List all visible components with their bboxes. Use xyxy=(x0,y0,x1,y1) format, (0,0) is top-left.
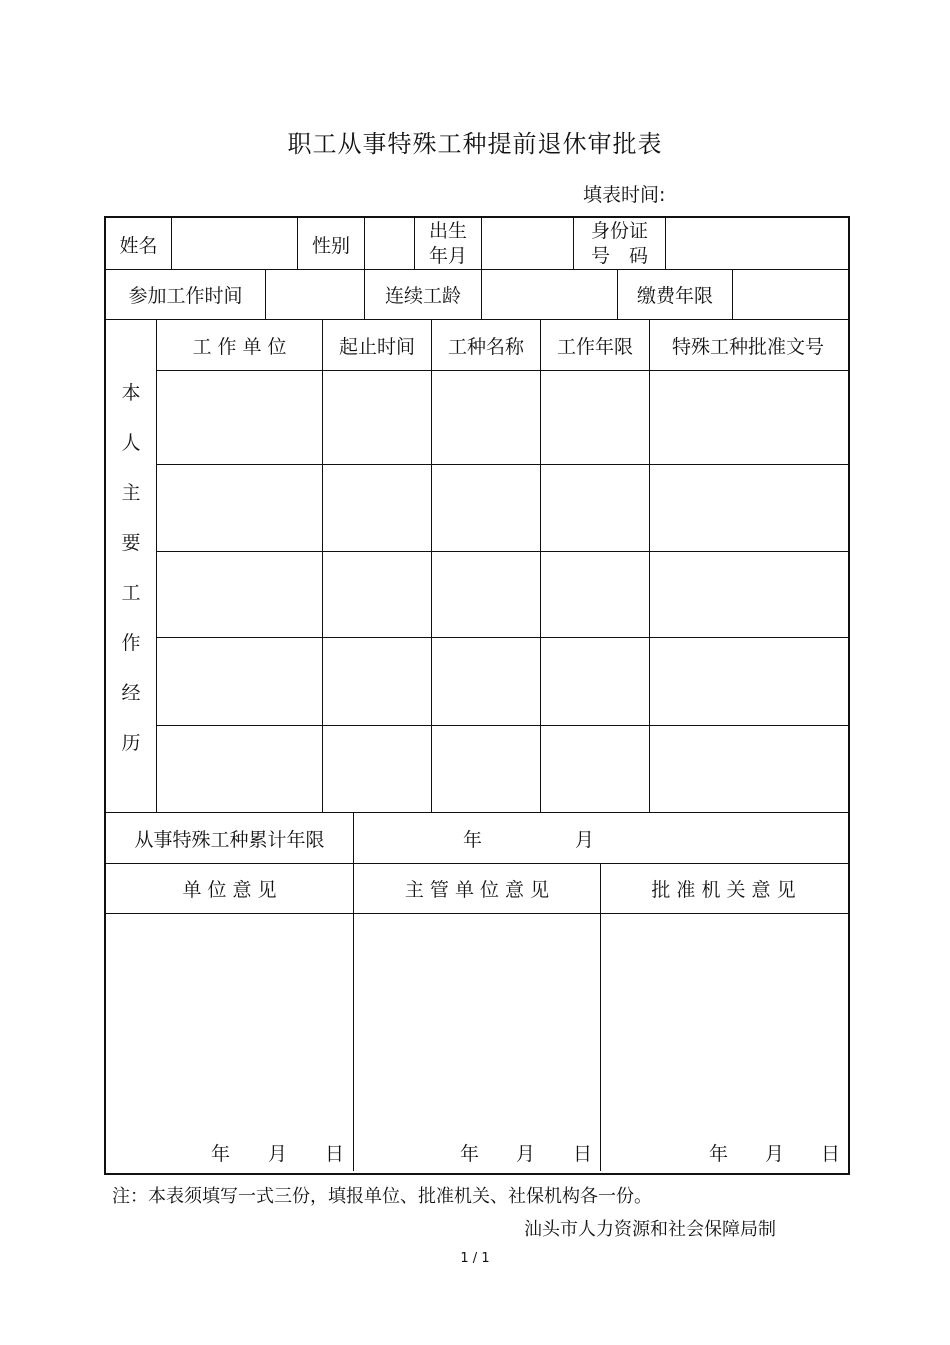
gender-field[interactable] xyxy=(365,219,414,269)
id-label-line2: 号 码 xyxy=(590,245,648,267)
date-day: 日 xyxy=(573,1142,593,1165)
history-cell[interactable] xyxy=(323,726,431,812)
side-char: 要 xyxy=(121,532,141,554)
history-cell[interactable] xyxy=(541,726,649,812)
date-year: 年 xyxy=(211,1142,231,1165)
name-field[interactable] xyxy=(172,219,297,269)
side-char: 经 xyxy=(121,682,141,704)
history-cell[interactable] xyxy=(157,638,322,725)
date-day: 日 xyxy=(821,1142,841,1165)
continuous-service-field[interactable] xyxy=(482,270,617,319)
page-indicator: 1 / 1 xyxy=(460,1251,490,1266)
id-label-line1: 身份证 xyxy=(590,220,648,242)
history-cell[interactable] xyxy=(432,371,540,464)
side-char: 主 xyxy=(121,482,141,504)
date-year: 年 xyxy=(460,1142,480,1165)
history-cell[interactable] xyxy=(650,465,846,551)
birth-label-line2: 年月 xyxy=(428,245,467,267)
header-job-type: 工种名称 xyxy=(447,335,524,358)
history-cell[interactable] xyxy=(157,371,322,464)
issuing-authority: 汕头市人力资源和社会保障局制 xyxy=(524,1219,776,1240)
fill-time-label: 填表时间: xyxy=(583,184,666,206)
history-cell[interactable] xyxy=(157,552,322,637)
history-cell[interactable] xyxy=(432,465,540,551)
date-month: 月 xyxy=(516,1142,536,1165)
history-cell[interactable] xyxy=(323,552,431,637)
side-char: 人 xyxy=(121,432,141,454)
approval-opinion-area[interactable] xyxy=(601,914,846,1129)
id-number-field[interactable] xyxy=(666,219,846,269)
history-cell[interactable] xyxy=(323,465,431,551)
history-cell[interactable] xyxy=(541,638,649,725)
history-cell[interactable] xyxy=(323,638,431,725)
side-char: 工 xyxy=(121,582,141,604)
date-month: 月 xyxy=(268,1142,288,1165)
header-period: 起止时间 xyxy=(338,335,415,358)
work-start-label: 参加工作时间 xyxy=(128,285,243,307)
cumulative-years-label: 从事特殊工种累计年限 xyxy=(134,828,325,851)
header-work-years: 工作年限 xyxy=(556,335,633,358)
history-cell[interactable] xyxy=(157,726,322,812)
unit-opinion-area[interactable] xyxy=(106,914,353,1129)
history-cell[interactable] xyxy=(157,465,322,551)
side-char: 历 xyxy=(121,732,141,754)
cumulative-year-unit: 年 xyxy=(463,828,483,851)
birth-field[interactable] xyxy=(482,219,573,269)
birth-label-line1: 出生 xyxy=(428,220,467,242)
history-cell[interactable] xyxy=(650,552,846,637)
history-cell[interactable] xyxy=(650,638,846,725)
cumulative-month-unit: 月 xyxy=(575,828,595,851)
gender-label: 性别 xyxy=(311,234,350,257)
footnote: 注：本表须填写一式三份，填报单位、批准机关、社保机构各一份。 xyxy=(112,1186,652,1207)
header-work-unit: 工 作 单 位 xyxy=(192,335,287,358)
payment-years-field[interactable] xyxy=(733,270,846,319)
header-approval-doc-no: 特殊工种批准文号 xyxy=(671,335,824,358)
payment-years-label: 缴费年限 xyxy=(636,285,713,307)
date-year: 年 xyxy=(709,1142,729,1165)
supervisor-opinion-header: 主 管 单 位 意 见 xyxy=(404,879,550,901)
history-cell[interactable] xyxy=(323,371,431,464)
id-number-label xyxy=(574,219,665,269)
work-history-side-label xyxy=(106,368,156,768)
birth-label xyxy=(415,219,481,269)
history-cell[interactable] xyxy=(541,552,649,637)
history-cell[interactable] xyxy=(432,638,540,725)
form-title: 职工从事特殊工种提前退休审批表 xyxy=(287,130,663,158)
history-cell[interactable] xyxy=(541,465,649,551)
side-char: 作 xyxy=(121,632,141,654)
approval-authority-opinion-header: 批 准 机 关 意 见 xyxy=(651,879,796,901)
history-cell[interactable] xyxy=(432,552,540,637)
history-cell[interactable] xyxy=(541,371,649,464)
supervisor-opinion-area[interactable] xyxy=(354,914,600,1129)
side-char: 本 xyxy=(121,382,141,404)
work-start-field[interactable] xyxy=(266,270,364,319)
unit-opinion-header: 单 位 意 见 xyxy=(182,879,277,901)
continuous-service-label: 连续工龄 xyxy=(384,285,461,307)
history-cell[interactable] xyxy=(650,371,846,464)
history-cell[interactable] xyxy=(432,726,540,812)
date-month: 月 xyxy=(765,1142,785,1165)
date-day: 日 xyxy=(325,1142,345,1165)
name-label: 姓名 xyxy=(119,234,158,257)
history-cell[interactable] xyxy=(650,726,846,812)
